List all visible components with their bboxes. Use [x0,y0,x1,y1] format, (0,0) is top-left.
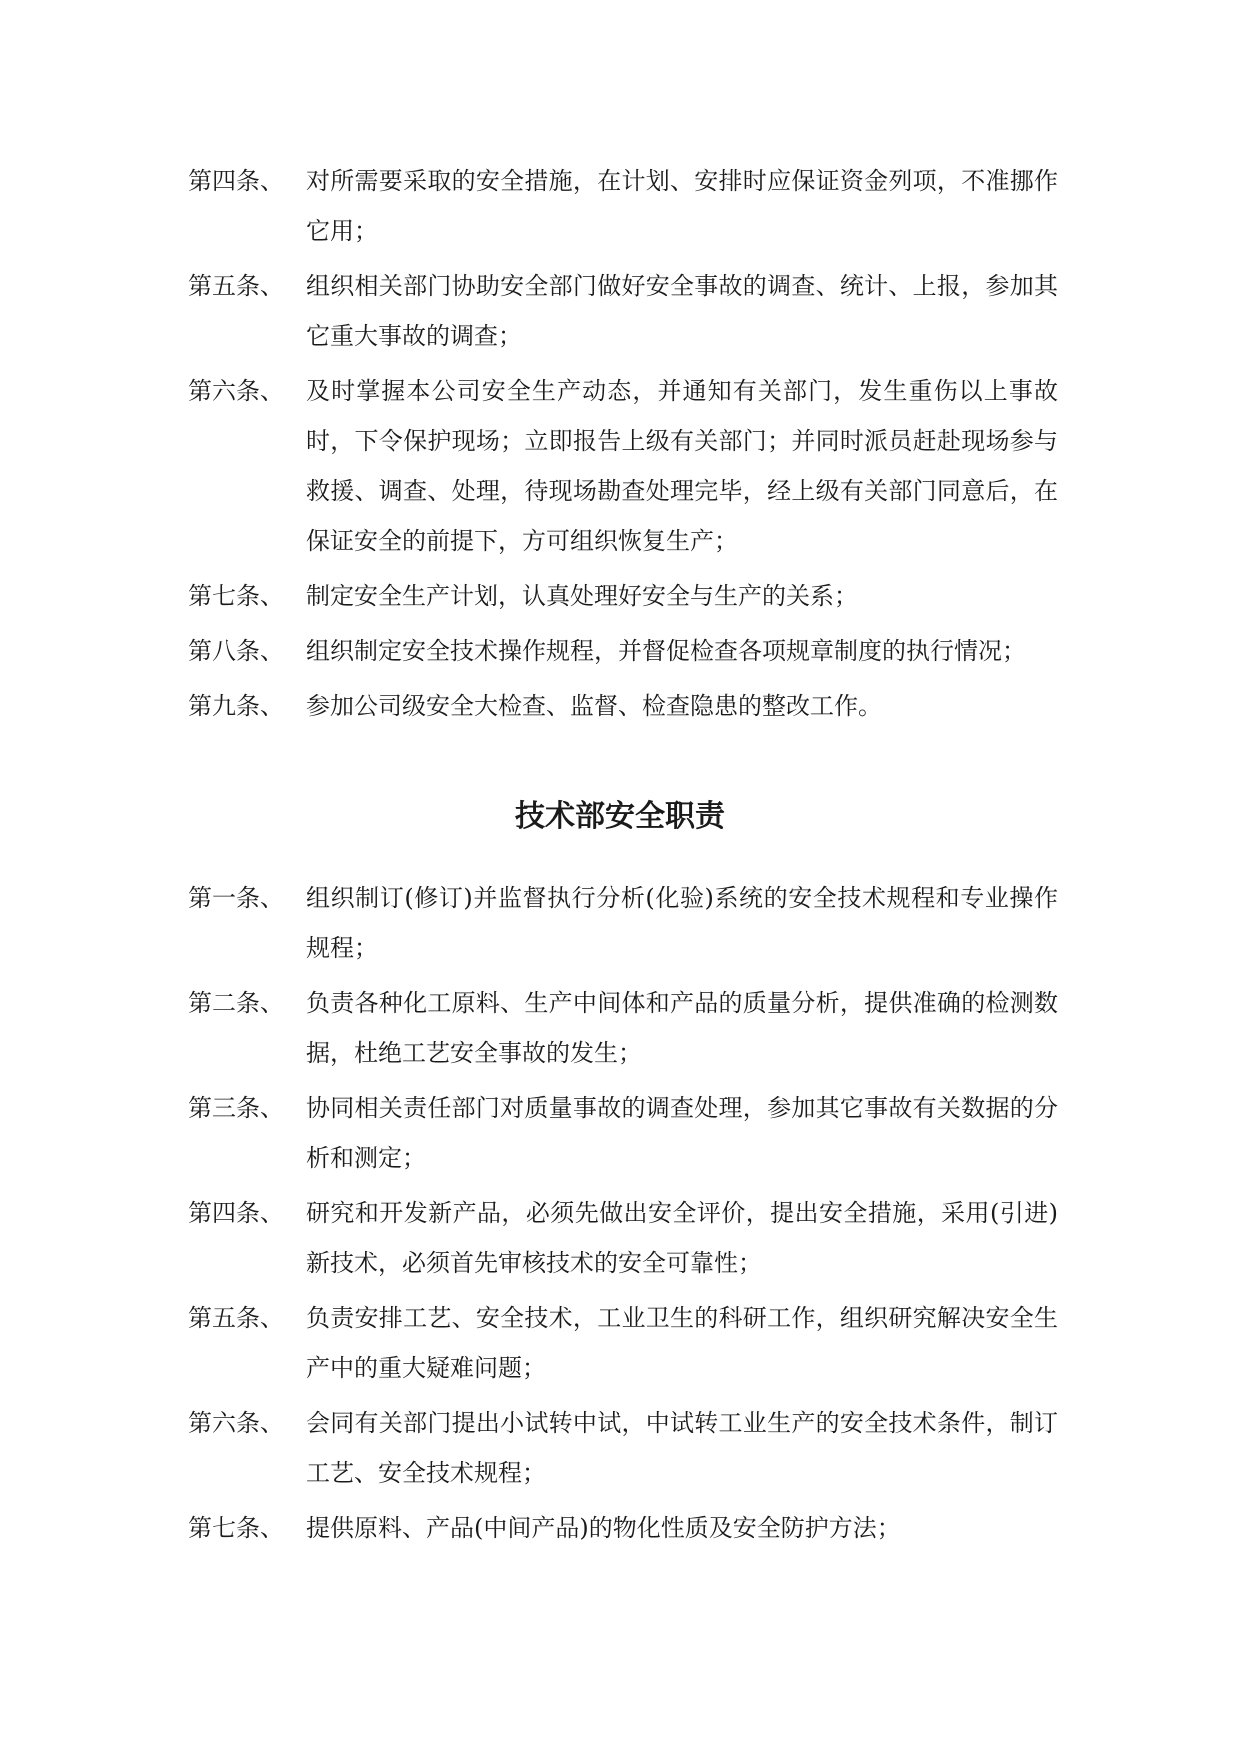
clause-text: 制定安全生产计划，认真处理好安全与生产的关系； [306,582,858,610]
clause-text: 研究和开发新产品，必须先做出安全评价，提出安全措施，采用(引进)新技术，必须首先审核技术的安全可靠性； [306,1199,1058,1277]
clause-number: 第八条、 [188,637,284,665]
clause-item [188,626,1060,676]
clause-number: 第六条、 [188,377,284,405]
clause-text: 及时掌握本公司安全生产动态，并通知有关部门，发生重伤以上事故时，下令保护现场；立即报告上级有关部门；并同时派员赶赴现场参与救援、调查、处理，待现场勘查处理完毕，经上级有关部门同意后，在保证安全的前提下，方可组织恢复生产； [306,377,1058,555]
clause-number: 第三条、 [188,1094,284,1122]
clause-text: 组织制定安全技术操作规程，并督促检查各项规章制度的执行情况； [306,637,1026,665]
clause-item [188,873,1060,973]
clause-number: 第一条、 [188,884,284,912]
clause-number: 第二条、 [188,989,284,1017]
clause-item [188,1083,1060,1183]
clause-number: 第五条、 [188,272,284,300]
clause-text: 组织制订(修订)并监督执行分析(化验)系统的安全技术规程和专业操作规程； [306,884,1058,962]
clause-number: 第七条、 [188,1514,284,1542]
clause-item [188,261,1060,361]
clause-number: 第四条、 [188,1199,284,1227]
clause-item [188,156,1060,256]
section-title: 技术部安全职责 [515,799,725,834]
clause-number: 第九条、 [188,692,284,720]
clause-item [188,681,1060,731]
clause-text: 负责各种化工原料、生产中间体和产品的质量分析，提供准确的检测数据，杜绝工艺安全事故的发生； [306,989,1058,1067]
clause-text: 负责安排工艺、安全技术，工业卫生的科研工作，组织研究解决安全生产中的重大疑难问题； [306,1304,1058,1382]
clause-item [188,1188,1060,1288]
clause-item [188,571,1060,621]
clause-item [188,978,1060,1078]
clause-number: 第五条、 [188,1304,284,1332]
clause-text: 提供原料、产品(中间产品)的物化性质及安全防护方法； [306,1514,901,1542]
clause-item [188,1398,1060,1498]
clause-text: 组织相关部门协助安全部门做好安全事故的调查、统计、上报，参加其它重大事故的调查； [306,272,1058,350]
clause-number: 第七条、 [188,582,284,610]
clause-item [188,1293,1060,1393]
clause-number: 第六条、 [188,1409,284,1437]
clause-text: 协同相关责任部门对质量事故的调查处理，参加其它事故有关数据的分析和测定； [306,1094,1058,1172]
clause-number: 第四条、 [188,167,284,195]
clause-text: 会同有关部门提出小试转中试，中试转工业生产的安全技术条件，制订工艺、安全技术规程； [306,1409,1058,1487]
clause-item [188,366,1060,566]
clause-text: 参加公司级安全大检查、监督、检查隐患的整改工作。 [306,692,882,720]
clause-item [188,1503,1060,1553]
clause-text: 对所需要采取的安全措施，在计划、安排时应保证资金列项，不准挪作它用； [306,167,1058,245]
